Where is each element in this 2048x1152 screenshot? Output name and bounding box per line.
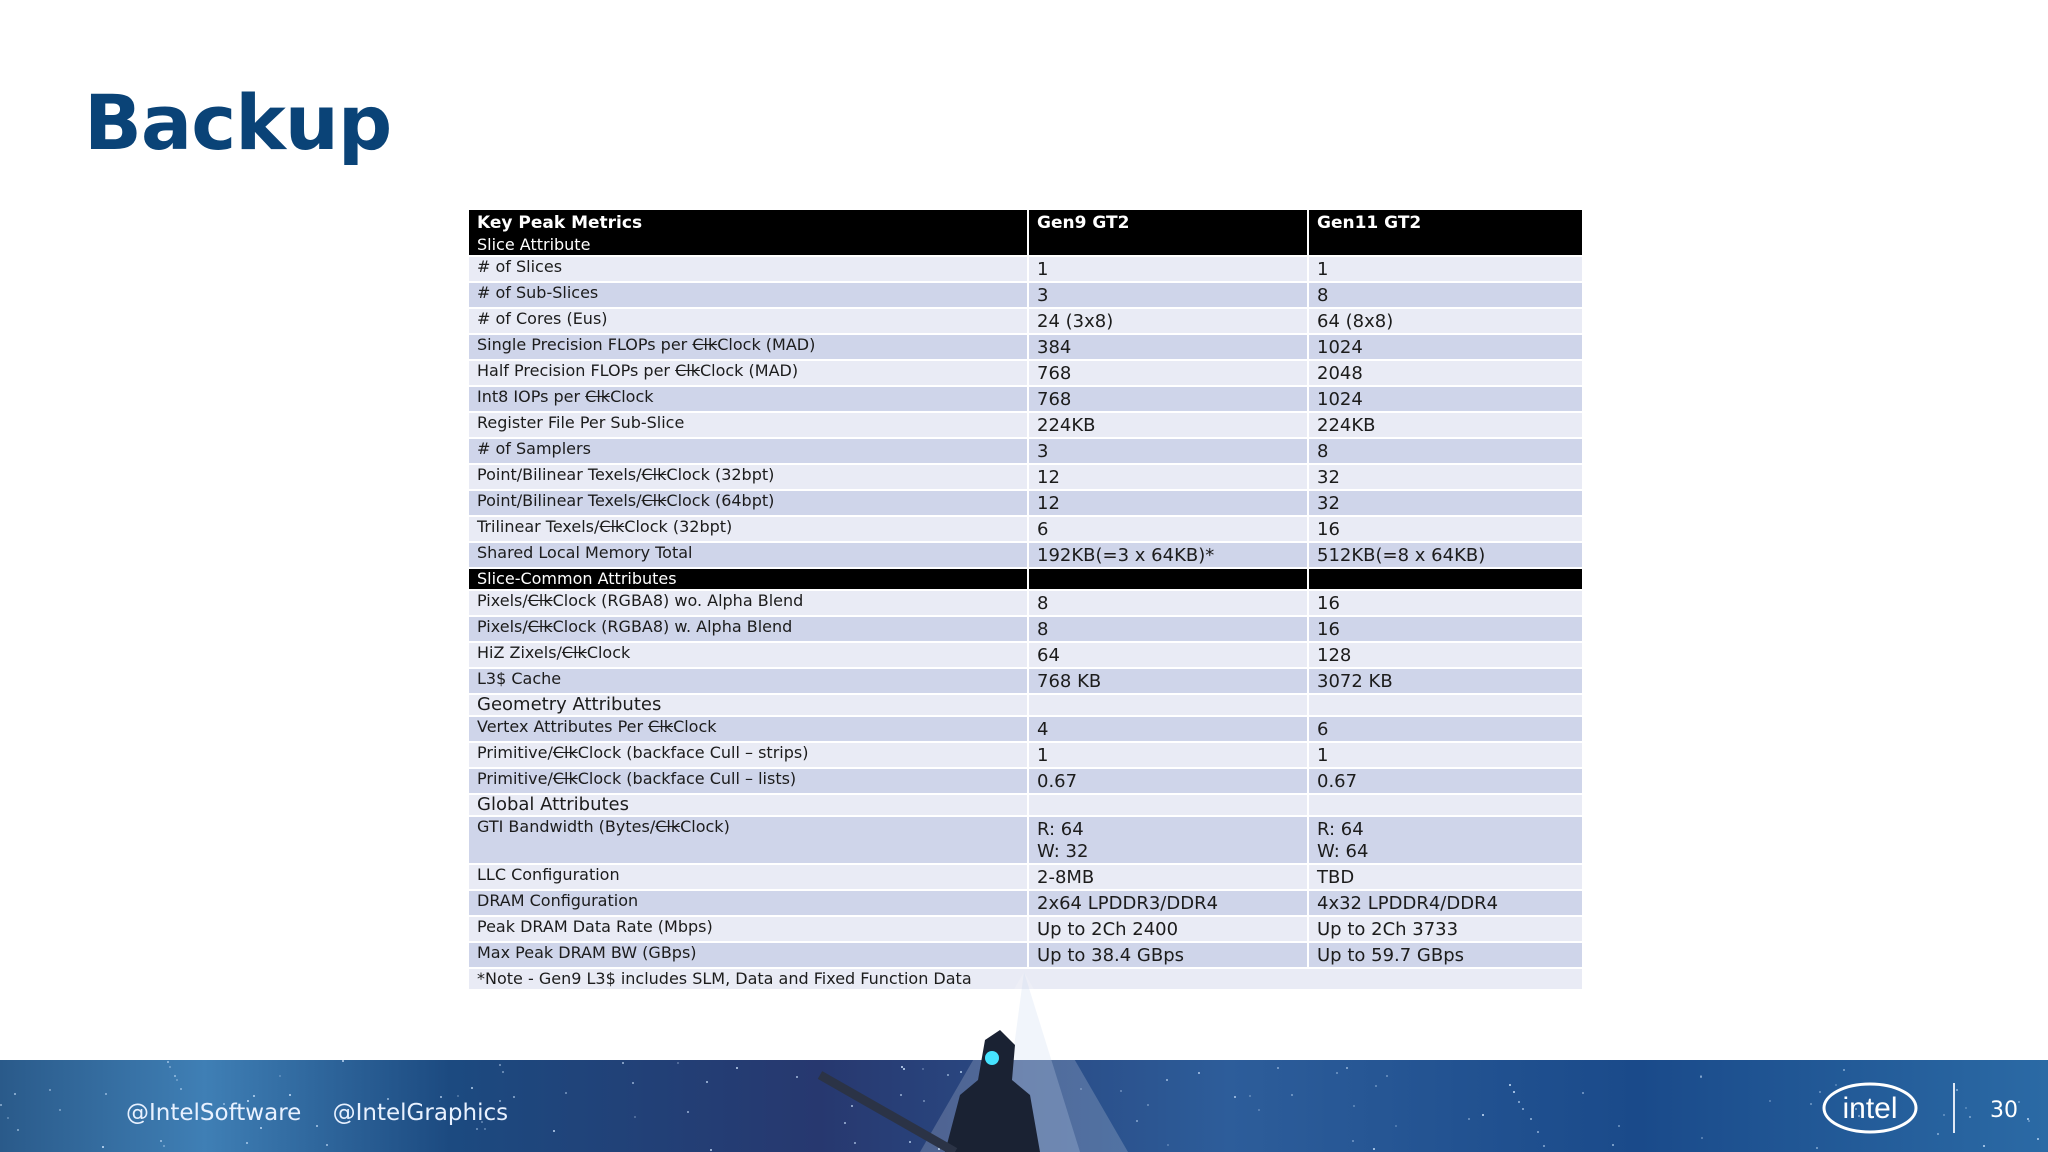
- struck-abbreviation: Clk: [655, 817, 681, 836]
- struck-abbreviation: Clk: [675, 361, 700, 380]
- star-decoration: [1956, 1089, 1958, 1091]
- metric-label-text: Clock (32bpt): [666, 465, 775, 484]
- star-decoration: [1198, 1072, 1200, 1074]
- gen9-value-cell: 768 KB: [1028, 668, 1308, 694]
- gen9-value-cell: 12: [1028, 490, 1308, 516]
- metric-label-text: Clock (backface Cull – lists): [577, 769, 797, 788]
- empty-cell: [1308, 694, 1583, 716]
- metric-label-cell: [468, 542, 1028, 568]
- star-decoration: [17, 1129, 19, 1131]
- metric-label-cell: [468, 864, 1028, 890]
- metric-label-text: Primitive/: [477, 769, 553, 788]
- star-decoration: [457, 1095, 459, 1097]
- gen9-value-cell: 384: [1028, 334, 1308, 360]
- star-decoration: [440, 1096, 442, 1098]
- star-decoration: [565, 1092, 567, 1094]
- star-decoration: [1612, 1144, 1614, 1146]
- metric-label-text: LLC Configuration: [477, 865, 620, 884]
- metric-label-text: DRAM Configuration: [477, 891, 639, 910]
- star-decoration: [176, 1079, 178, 1081]
- star-decoration: [851, 1105, 853, 1107]
- gen9-value-cell: 768: [1028, 360, 1308, 386]
- star-decoration: [246, 1142, 248, 1144]
- table-row: [468, 308, 1583, 334]
- star-decoration: [471, 1087, 473, 1089]
- star-decoration: [1769, 1100, 1771, 1102]
- gen11-value-cell: 128: [1308, 642, 1583, 668]
- star-decoration: [2037, 1138, 2039, 1140]
- gen11-value-cell: 2048: [1308, 360, 1583, 386]
- table-row: [468, 768, 1583, 794]
- struck-abbreviation: Clk: [641, 465, 667, 484]
- intel-logo-icon: [1820, 1078, 1920, 1138]
- star-decoration: [900, 1094, 902, 1096]
- star-decoration: [1618, 1125, 1620, 1127]
- metric-label-text: Trilinear Texels/: [477, 517, 600, 536]
- gen9-value-cell: 224KB: [1028, 412, 1308, 438]
- metric-label-cell: [468, 438, 1028, 464]
- gen11-value-cell: 1024: [1308, 386, 1583, 412]
- gen9-value-cell: 2-8MB: [1028, 864, 1308, 890]
- star-decoration: [502, 1071, 504, 1073]
- metric-label-cell: [468, 386, 1028, 412]
- star-decoration: [102, 1146, 104, 1148]
- star-decoration: [1983, 1145, 1985, 1147]
- gen9-bandwidth-write: W: 32: [1037, 841, 1089, 862]
- star-decoration: [1346, 1067, 1348, 1069]
- metric-label-text: Point/Bilinear Texels/: [477, 465, 642, 484]
- star-decoration: [169, 1066, 171, 1068]
- star-decoration: [1509, 1084, 1511, 1086]
- metric-label-text: Clock): [680, 817, 730, 836]
- table-header-row: [468, 209, 1583, 256]
- gen9-value-cell: 24 (3x8): [1028, 308, 1308, 334]
- star-decoration: [1080, 1088, 1082, 1090]
- star-decoration: [1011, 1064, 1013, 1066]
- star-decoration: [1167, 1144, 1169, 1146]
- metric-label-text: # of Cores (Eus): [477, 309, 608, 328]
- star-decoration: [260, 1127, 262, 1129]
- table-row: [468, 890, 1583, 916]
- star-decoration: [1582, 1092, 1584, 1094]
- metric-label-cell: [468, 360, 1028, 386]
- metric-label-text: Pixels/: [477, 617, 528, 636]
- metric-label-cell: [468, 616, 1028, 642]
- metric-label-text: Clock: [610, 387, 654, 406]
- star-decoration: [1468, 1118, 1470, 1120]
- metric-label-text: Int8 IOPs per: [477, 387, 586, 406]
- metric-label-cell: [468, 768, 1028, 794]
- gen11-value-cell: 6: [1308, 716, 1583, 742]
- section-label: Global Attributes: [468, 794, 1028, 816]
- table-row: [468, 334, 1583, 360]
- metric-label-cell: [468, 282, 1028, 308]
- star-decoration: [796, 1076, 798, 1078]
- star-decoration: [7, 1117, 9, 1119]
- star-decoration: [499, 1064, 501, 1066]
- gen9-value-cell: 192KB(=3 x 64KB)*: [1028, 542, 1308, 568]
- gen9-value-cell: 8: [1028, 616, 1308, 642]
- gen9-value-cell: 2x64 LPDDR3/DDR4: [1028, 890, 1308, 916]
- star-decoration: [167, 1061, 169, 1063]
- metric-label-text: HiZ Zixels/: [477, 643, 562, 662]
- star-decoration: [279, 1075, 281, 1077]
- star-decoration: [1291, 1094, 1293, 1096]
- gen9-value-cell: Up to 2Ch 2400: [1028, 916, 1308, 942]
- metric-label-text: # of Sub-Slices: [477, 283, 599, 302]
- star-decoration: [2028, 1120, 2030, 1122]
- metric-label-text: Clock (32bpt): [624, 517, 733, 536]
- gen9-value-cell: 1: [1028, 256, 1308, 282]
- star-decoration: [1120, 1090, 1122, 1092]
- struck-abbreviation: Clk: [561, 643, 587, 662]
- gen11-value-cell: TBD: [1308, 864, 1583, 890]
- table-row: [468, 916, 1583, 942]
- gen11-value-cell: 64 (8x8): [1308, 308, 1583, 334]
- section-label: Geometry Attributes: [468, 694, 1028, 716]
- metric-label-cell: [468, 590, 1028, 616]
- star-decoration: [253, 1095, 255, 1097]
- star-decoration: [174, 1075, 176, 1077]
- table-row: [468, 616, 1583, 642]
- table-row: [468, 864, 1583, 890]
- metric-label-cell: [468, 412, 1028, 438]
- star-decoration: [938, 1148, 940, 1150]
- star-decoration: [1136, 1120, 1138, 1122]
- star-decoration: [706, 1081, 708, 1083]
- star-decoration: [14, 1093, 16, 1095]
- star-decoration: [677, 1062, 679, 1064]
- star-decoration: [1530, 1118, 1532, 1120]
- star-decoration: [1021, 1143, 1023, 1145]
- section-row-slice-common: [468, 568, 1583, 590]
- header-gen11-cell: Gen11 GT2: [1308, 209, 1583, 256]
- gen9-bandwidth-read: R: 64: [1037, 819, 1084, 840]
- metric-label-cell: [468, 916, 1028, 942]
- table-row: [468, 642, 1583, 668]
- table-row: [468, 942, 1583, 968]
- gen11-value-cell: 16: [1308, 590, 1583, 616]
- star-decoration: [1353, 1105, 1355, 1107]
- star-decoration: [634, 1116, 636, 1118]
- gen11-value-cell: 0.67: [1308, 768, 1583, 794]
- metric-label-text: Single Precision FLOPs per: [477, 335, 693, 354]
- star-decoration: [1810, 1103, 1812, 1105]
- star-decoration: [1701, 1137, 1703, 1139]
- star-decoration: [1965, 1107, 1967, 1109]
- metric-label-cell: [468, 256, 1028, 282]
- star-decoration: [1482, 1114, 1484, 1116]
- empty-cell: [1028, 794, 1308, 816]
- star-decoration: [687, 1111, 689, 1113]
- star-decoration: [513, 1096, 515, 1098]
- gen11-value-cell: Up to 2Ch 3733: [1308, 916, 1583, 942]
- star-decoration: [1000, 1065, 1002, 1067]
- struck-abbreviation: Clk: [692, 335, 718, 354]
- star-decoration: [160, 1140, 162, 1142]
- star-decoration: [960, 1071, 962, 1073]
- metric-label-cell: [468, 716, 1028, 742]
- metric-label-text: Clock (backface Cull – strips): [577, 743, 809, 762]
- metric-label-text: Max Peak DRAM BW (GBps): [477, 943, 697, 962]
- gen9-value-cell: 8: [1028, 590, 1308, 616]
- star-decoration: [903, 1068, 905, 1070]
- star-decoration: [901, 1066, 903, 1068]
- gen9-value-cell: 3: [1028, 438, 1308, 464]
- star-decoration: [922, 1068, 924, 1070]
- gen9-value-cell: 12: [1028, 464, 1308, 490]
- empty-cell: [1308, 794, 1583, 816]
- intel-logo-text: intel: [1842, 1092, 1898, 1125]
- star-decoration: [163, 1145, 165, 1147]
- metric-label-cell: [468, 464, 1028, 490]
- star-decoration: [632, 1082, 634, 1084]
- struck-abbreviation: Clk: [552, 769, 578, 788]
- metric-label-text: Half Precision FLOPs per: [477, 361, 676, 380]
- gen11-value-cell: 224KB: [1308, 412, 1583, 438]
- gen9-value-cell: 4: [1028, 716, 1308, 742]
- metric-label-text: Vertex Attributes Per: [477, 717, 649, 736]
- metric-label-text: Register File Per Sub-Slice: [477, 413, 685, 432]
- struck-abbreviation: Clk: [599, 517, 625, 536]
- intel-software-handle: @IntelSoftware: [126, 1100, 302, 1126]
- empty-cell: [1028, 694, 1308, 716]
- struck-abbreviation: Clk: [648, 717, 674, 736]
- gen9-value-cell: Up to 38.4 GBps: [1028, 942, 1308, 968]
- gen11-value-cell: [1308, 816, 1583, 864]
- table-row: [468, 360, 1583, 386]
- metric-label-text: Clock: [586, 643, 631, 662]
- metric-label-text: Clock (MAD): [717, 335, 816, 354]
- star-decoration: [1816, 1147, 1818, 1149]
- star-decoration: [1522, 1108, 1524, 1110]
- star-decoration: [476, 1128, 478, 1130]
- star-decoration: [1537, 1131, 1539, 1133]
- star-decoration: [736, 1067, 738, 1069]
- slide-title: Backup: [84, 78, 392, 167]
- gen11-value-cell: 16: [1308, 616, 1583, 642]
- struck-abbreviation: Clk: [585, 387, 611, 406]
- note-row: [468, 968, 1583, 990]
- metric-label-text: L3$ Cache: [477, 669, 562, 688]
- struck-abbreviation: Clk: [527, 617, 553, 636]
- gen11-value-cell: 8: [1308, 438, 1583, 464]
- gen9-value-cell: 64: [1028, 642, 1308, 668]
- star-decoration: [1258, 1109, 1260, 1111]
- star-decoration: [1277, 1067, 1279, 1069]
- gen9-value-cell: 1: [1028, 742, 1308, 768]
- gen11-value-cell: 4x32 LPDDR4/DDR4: [1308, 890, 1583, 916]
- metric-label-text: Peak DRAM Data Rate (Mbps): [477, 917, 713, 936]
- gen11-value-cell: 1: [1308, 256, 1583, 282]
- header-metric-cell: [468, 209, 1028, 256]
- table-row: [468, 490, 1583, 516]
- section-label: Slice-Common Attributes: [468, 568, 1028, 590]
- metrics-table: [467, 208, 1584, 991]
- star-decoration: [1943, 1114, 1945, 1116]
- table-row: [468, 742, 1583, 768]
- gen11-value-cell: 512KB(=8 x 64KB): [1308, 542, 1583, 568]
- gen9-value-cell: 0.67: [1028, 768, 1308, 794]
- metric-label-text: GTI Bandwidth (Bytes/: [477, 817, 656, 836]
- metric-label-cell: [468, 308, 1028, 334]
- table-row: [468, 438, 1583, 464]
- star-decoration: [1513, 1091, 1515, 1093]
- star-decoration: [1375, 1085, 1377, 1087]
- footer-divider: [1953, 1083, 1955, 1133]
- star-decoration: [1843, 1069, 1845, 1071]
- star-decoration: [854, 1142, 856, 1144]
- social-handles: [126, 1100, 532, 1126]
- metric-label-cell: [468, 668, 1028, 694]
- star-decoration: [622, 1062, 624, 1064]
- star-decoration: [1336, 1072, 1338, 1074]
- metric-label-text: Point/Bilinear Texels/: [477, 491, 642, 510]
- star-decoration: [1352, 1140, 1354, 1142]
- metric-label-text: Clock (RGBA8) wo. Alpha Blend: [552, 591, 804, 610]
- star-decoration: [180, 1088, 182, 1090]
- metric-label-cell: [468, 890, 1028, 916]
- gen11-value-cell: 1024: [1308, 334, 1583, 360]
- metric-label-text: # of Samplers: [477, 439, 591, 458]
- metric-label-text: Pixels/: [477, 591, 528, 610]
- metric-label-text: Clock (RGBA8) w. Alpha Blend: [552, 617, 793, 636]
- star-decoration: [934, 1140, 936, 1142]
- star-decoration: [947, 1074, 949, 1076]
- star-decoration: [1007, 1081, 1009, 1083]
- struck-abbreviation: Clk: [527, 591, 553, 610]
- empty-cell: [1028, 568, 1308, 590]
- star-decoration: [289, 1094, 291, 1096]
- star-decoration: [342, 1060, 344, 1062]
- star-decoration: [0, 1104, 2, 1106]
- header-gen9-cell: Gen9 GT2: [1028, 209, 1308, 256]
- struck-abbreviation: Clk: [641, 491, 667, 510]
- gen9-value-cell: [1028, 816, 1308, 864]
- star-decoration: [1395, 1125, 1397, 1127]
- gen11-value-cell: 32: [1308, 464, 1583, 490]
- star-decoration: [1004, 1111, 1006, 1113]
- table-row: [468, 668, 1583, 694]
- star-decoration: [1373, 1148, 1375, 1150]
- section-row-global: [468, 794, 1583, 816]
- star-decoration: [2018, 1101, 2020, 1103]
- star-decoration: [1543, 1145, 1545, 1147]
- empty-cell: [1308, 568, 1583, 590]
- gen11-value-cell: 1: [1308, 742, 1583, 768]
- gen9-value-cell: 768: [1028, 386, 1308, 412]
- star-decoration: [1969, 1116, 1971, 1118]
- star-decoration: [1386, 1075, 1388, 1077]
- table-row: [468, 464, 1583, 490]
- star-decoration: [1518, 1101, 1520, 1103]
- metric-label-cell: [468, 742, 1028, 768]
- star-decoration: [1249, 1095, 1251, 1097]
- page-number: 30: [1990, 1098, 2018, 1123]
- metric-label-cell: [468, 516, 1028, 542]
- star-decoration: [1166, 1079, 1168, 1081]
- star-decoration: [923, 1100, 925, 1102]
- star-decoration: [1700, 1076, 1702, 1078]
- gen11-bandwidth-read: R: 64: [1317, 819, 1364, 840]
- table-footnote: *Note - Gen9 L3$ includes SLM, Data and Fixed Function Data: [468, 968, 1583, 990]
- star-decoration: [105, 1093, 107, 1095]
- table-row: [468, 516, 1583, 542]
- star-decoration: [326, 1144, 328, 1146]
- gen11-value-cell: 16: [1308, 516, 1583, 542]
- metric-label-cell: [468, 642, 1028, 668]
- gen11-value-cell: 8: [1308, 282, 1583, 308]
- header-metric-label: Key Peak Metrics: [477, 213, 643, 233]
- section-row-geometry: [468, 694, 1583, 716]
- table-row: [468, 590, 1583, 616]
- metric-label-text: Shared Local Memory Total: [477, 543, 693, 562]
- metric-label-cell: [468, 816, 1028, 864]
- metric-label-cell: [468, 334, 1028, 360]
- table-row: [468, 716, 1583, 742]
- struck-abbreviation: Clk: [552, 743, 578, 762]
- table-row: [468, 542, 1583, 568]
- intel-graphics-handle: @IntelGraphics: [332, 1100, 509, 1126]
- metric-label-text: # of Slices: [477, 257, 563, 276]
- header-slice-attribute-label: Slice Attribute: [477, 235, 591, 254]
- star-decoration: [49, 1089, 51, 1091]
- gen9-value-cell: 6: [1028, 516, 1308, 542]
- star-decoration: [484, 1128, 486, 1130]
- gen11-bandwidth-write: W: 64: [1317, 841, 1369, 862]
- gen11-value-cell: 32: [1308, 490, 1583, 516]
- gen11-value-cell: 3072 KB: [1308, 668, 1583, 694]
- star-decoration: [1937, 1133, 1939, 1135]
- table-row: [468, 256, 1583, 282]
- gen11-value-cell: Up to 59.7 GBps: [1308, 942, 1583, 968]
- star-decoration: [844, 1122, 846, 1124]
- gen9-value-cell: 3: [1028, 282, 1308, 308]
- star-decoration: [553, 1130, 555, 1132]
- star-decoration: [1015, 1100, 1017, 1102]
- star-decoration: [59, 1109, 61, 1111]
- metric-label-cell: [468, 942, 1028, 968]
- metric-label-text: Clock (64bpt): [666, 491, 775, 510]
- star-decoration: [710, 1149, 712, 1151]
- star-decoration: [1147, 1104, 1149, 1106]
- metric-label-text: Clock: [673, 717, 717, 736]
- metric-label-text: Clock (MAD): [699, 361, 799, 380]
- table-row: [468, 816, 1583, 864]
- metric-label-cell: [468, 490, 1028, 516]
- table-row: [468, 386, 1583, 412]
- table-row: [468, 412, 1583, 438]
- star-decoration: [1234, 1096, 1236, 1098]
- table-row: [468, 282, 1583, 308]
- star-decoration: [909, 1141, 911, 1143]
- metric-label-text: Primitive/: [477, 743, 553, 762]
- star-decoration: [841, 1086, 843, 1088]
